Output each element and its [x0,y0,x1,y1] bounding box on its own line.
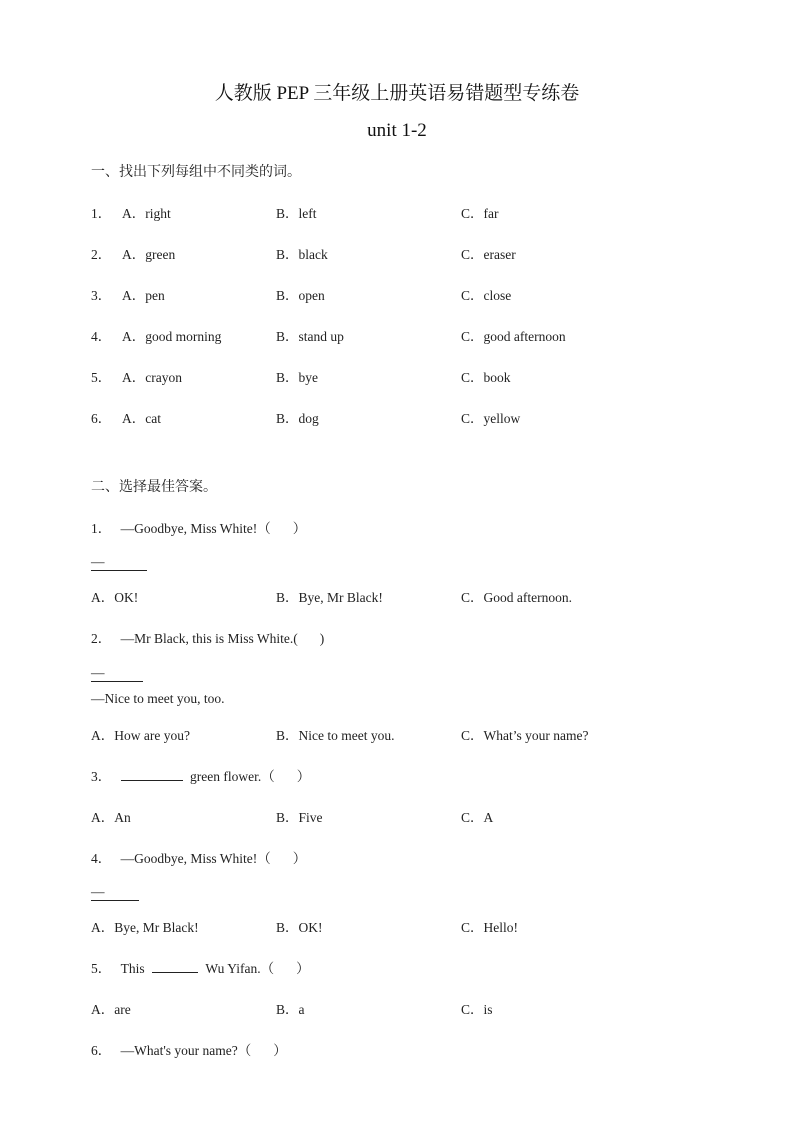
option-b: B．Five [276,810,323,825]
question-text-before: This [120,961,145,976]
option-c: C．close [461,288,512,303]
option-b: B．black [276,247,328,262]
question-number: 3． [91,288,112,303]
question-number: 6． [91,1043,112,1058]
question-stem [91,517,306,537]
option-c: C．Good afternoon. [461,590,572,605]
option-c: C．A [461,810,494,825]
question-stem [91,847,306,867]
question-text: green flower.（ [190,769,275,784]
question-number: 1． [91,206,112,221]
dash-text: — [91,665,105,680]
question-number: 3． [91,769,112,784]
option-b: B．Bye, Mr Black! [276,590,383,605]
document-title: 人教版 PEP 三年级上册英语易错题型专练卷 [214,83,580,104]
question-number: 4． [91,329,112,344]
option-b: B．left [276,206,317,221]
question-stem [91,627,324,647]
option-a: A．How are you? [91,728,190,743]
close-paren: ） [273,1043,287,1058]
answer-blank[interactable] [91,667,143,682]
option-a: A．green [122,247,176,262]
dash-text: — [91,554,105,569]
option-b: B．bye [276,370,318,385]
option-b: B．open [276,288,325,303]
option-b: B．Nice to meet you. [276,728,395,743]
question-text-after: Wu Yifan.（ [205,961,275,976]
option-b: B．a [276,1002,305,1017]
question-number: 5． [91,370,112,385]
answer-blank[interactable] [91,886,139,901]
question-text: —What's your name?（ [120,1043,252,1058]
option-c: C．What’s your name? [461,728,589,743]
close-paren: ) [319,631,325,646]
option-a: A．pen [122,288,165,303]
close-paren: ） [296,961,310,976]
option-c: C．eraser [461,247,516,262]
dash-text: — [91,884,105,899]
question-number: 2． [91,631,112,646]
question-stem [91,765,310,785]
reply-text: —Nice to meet you, too. [91,691,225,706]
option-a: A．are [91,1002,131,1017]
option-a: A．crayon [122,370,182,385]
question-text: —Goodbye, Miss White!（ [120,521,271,536]
document-subtitle: unit 1-2 [367,120,427,141]
option-a: A．right [122,206,171,221]
option-c: C．is [461,1002,493,1017]
part1-heading: 一、找出下列每组中不同类的词。 [91,165,301,180]
option-a: A．Bye, Mr Black! [91,920,199,935]
option-a: A．An [91,810,131,825]
question-number: 1． [91,521,112,536]
answer-blank[interactable] [121,768,183,781]
question-text: —Goodbye, Miss White!（ [120,851,271,866]
close-paren: ） [292,521,307,536]
question-number: 2． [91,247,112,262]
question-number: 4． [91,851,112,866]
answer-blank[interactable] [152,960,198,973]
question-stem [91,1039,287,1059]
option-a: A．good morning [122,329,222,344]
part2-heading: 二、选择最佳答案。 [91,480,217,495]
question-number: 6． [91,411,112,426]
question-text: —Mr Black, this is Miss White.( [120,631,298,646]
option-b: B．stand up [276,329,344,344]
option-c: C．Hello! [461,920,518,935]
question-stem [91,957,310,977]
question-number: 5． [91,961,112,976]
option-c: C．yellow [461,411,521,426]
option-c: C．far [461,206,499,221]
close-paren: ） [296,769,311,784]
option-b: B．dog [276,411,319,426]
option-a: A．cat [122,411,161,426]
close-paren: ） [292,851,307,866]
option-b: B．OK! [276,920,323,935]
option-c: C．book [461,370,511,385]
answer-blank[interactable] [91,556,147,571]
option-a: A．OK! [91,590,139,605]
option-c: C．good afternoon [461,329,566,344]
